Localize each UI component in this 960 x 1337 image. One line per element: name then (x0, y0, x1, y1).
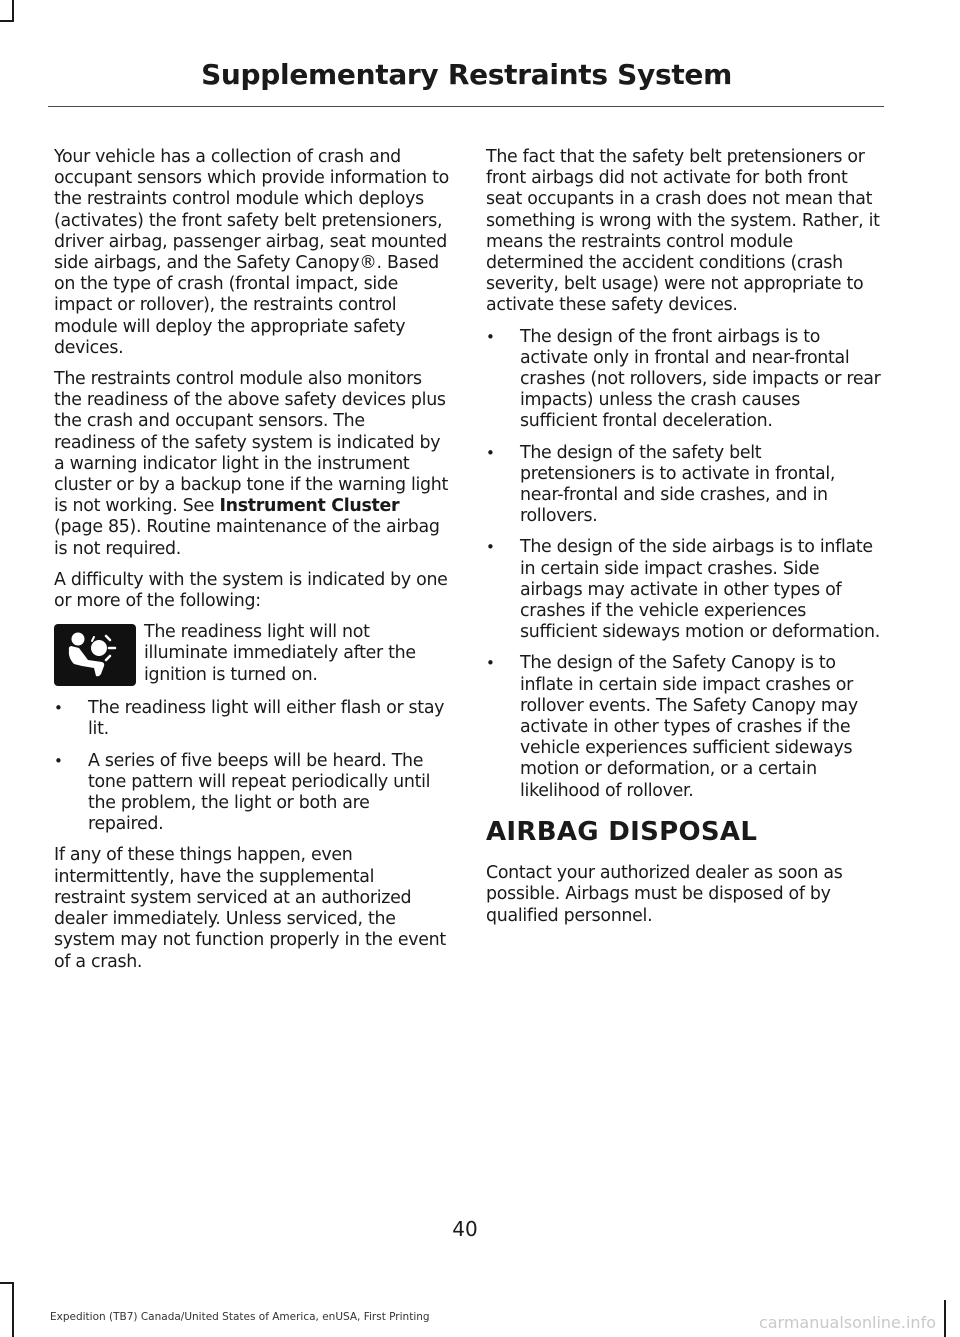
section-heading-airbag-disposal: AIRBAG DISPOSAL (486, 816, 758, 847)
airbag-warning-icon (54, 624, 136, 686)
paragraph-readiness: The restraints control module also monitors the readiness of the above safety devices plus the crash and occupant sensors. The readiness of the safety system is indicated by a warning indicator light in the instrument cluster or by a backup tone if the warning light is not working. See Instrument Cluster (page 85). Routine maintenance of the airbag is not required. (54, 369, 448, 559)
left-column (54, 147, 450, 983)
readiness-light-row (54, 622, 450, 686)
paragraph-service: If any of these things happen, even intermittently, have the supplemental restraint system serviced at an authorized dealer immediately. Unless serviced, the system may not function properly in the event of a crash. (54, 845, 446, 972)
header-divider (48, 106, 884, 107)
crop-mark (12, 0, 14, 22)
instrument-cluster-link[interactable]: Instrument Cluster (219, 496, 400, 517)
paragraph-not-activated: The fact that the safety belt pretensioners or front airbags did not activate for both front seat occupants in a crash does not mean that something is wrong with the system. Rather, it means the restraints control module determined the accident conditions (crash severity, belt usage) were not appropriate to activate these safety devices. (486, 147, 880, 316)
crop-mark (12, 1282, 14, 1337)
list-item: • The design of the safety belt pretensioners is to activate in frontal, near-frontal and side crashes, and in rollovers. (486, 443, 882, 528)
watermark: carmanualsonline.info (758, 1313, 936, 1332)
paragraph-sensors: Your vehicle has a collection of crash and occupant sensors which provide information to the restraints control module which deploys (activates) the front safety belt pretensioners, driver airbag, passenger airbag, seat mounted side airbags, and the Safety Canopy®. Based on the type of crash (frontal impact, side impact or rollover), the restraints control module will deploy the appropriate safety devices. (54, 147, 449, 358)
crop-mark (944, 1300, 946, 1337)
list-item: • The design of the side airbags is to inflate in certain side impact crashes. Side airbags may activate in other types of crashes if the vehicle experiences sufficient sideways motion or deformation. (486, 537, 882, 643)
right-column (486, 147, 882, 937)
page-number: 40 (452, 1217, 478, 1241)
crop-mark (0, 20, 14, 22)
readiness-light-text: The readiness light will not illuminate immediately after the ignition is turned on. (144, 622, 416, 685)
paragraph-difficulty: A difficulty with the system is indicated by one or more of the following: (54, 569, 448, 612)
list-item: • The design of the front airbags is to activate only in frontal and near-frontal crashes (not rollovers, side impacts or rear impacts) unless the crash causes sufficient frontal deceleration. (486, 327, 882, 433)
footer-text: Expedition (TB7) Canada/United States of America, enUSA, First Printing (50, 1311, 430, 1323)
paragraph-disposal: Contact your authorized dealer as soon as possible. Airbags must be disposed of by qualified personnel. (486, 863, 843, 926)
list-item: • The readiness light will either flash or stay lit. (54, 698, 450, 740)
list-item: • The design of the Safety Canopy is to inflate in certain side impact crashes or rollover events. The Safety Canopy may activate in other types of crashes if the vehicle experiences sufficient sideways motion or deformation, or a certain likelihood of rollover. (486, 653, 882, 801)
page-title: Supplementary Restraints System (201, 58, 732, 91)
crop-mark (0, 1282, 14, 1284)
list-item: • A series of five beeps will be heard. The tone pattern will repeat periodically until the problem, the light or both are repaired. (54, 751, 450, 836)
